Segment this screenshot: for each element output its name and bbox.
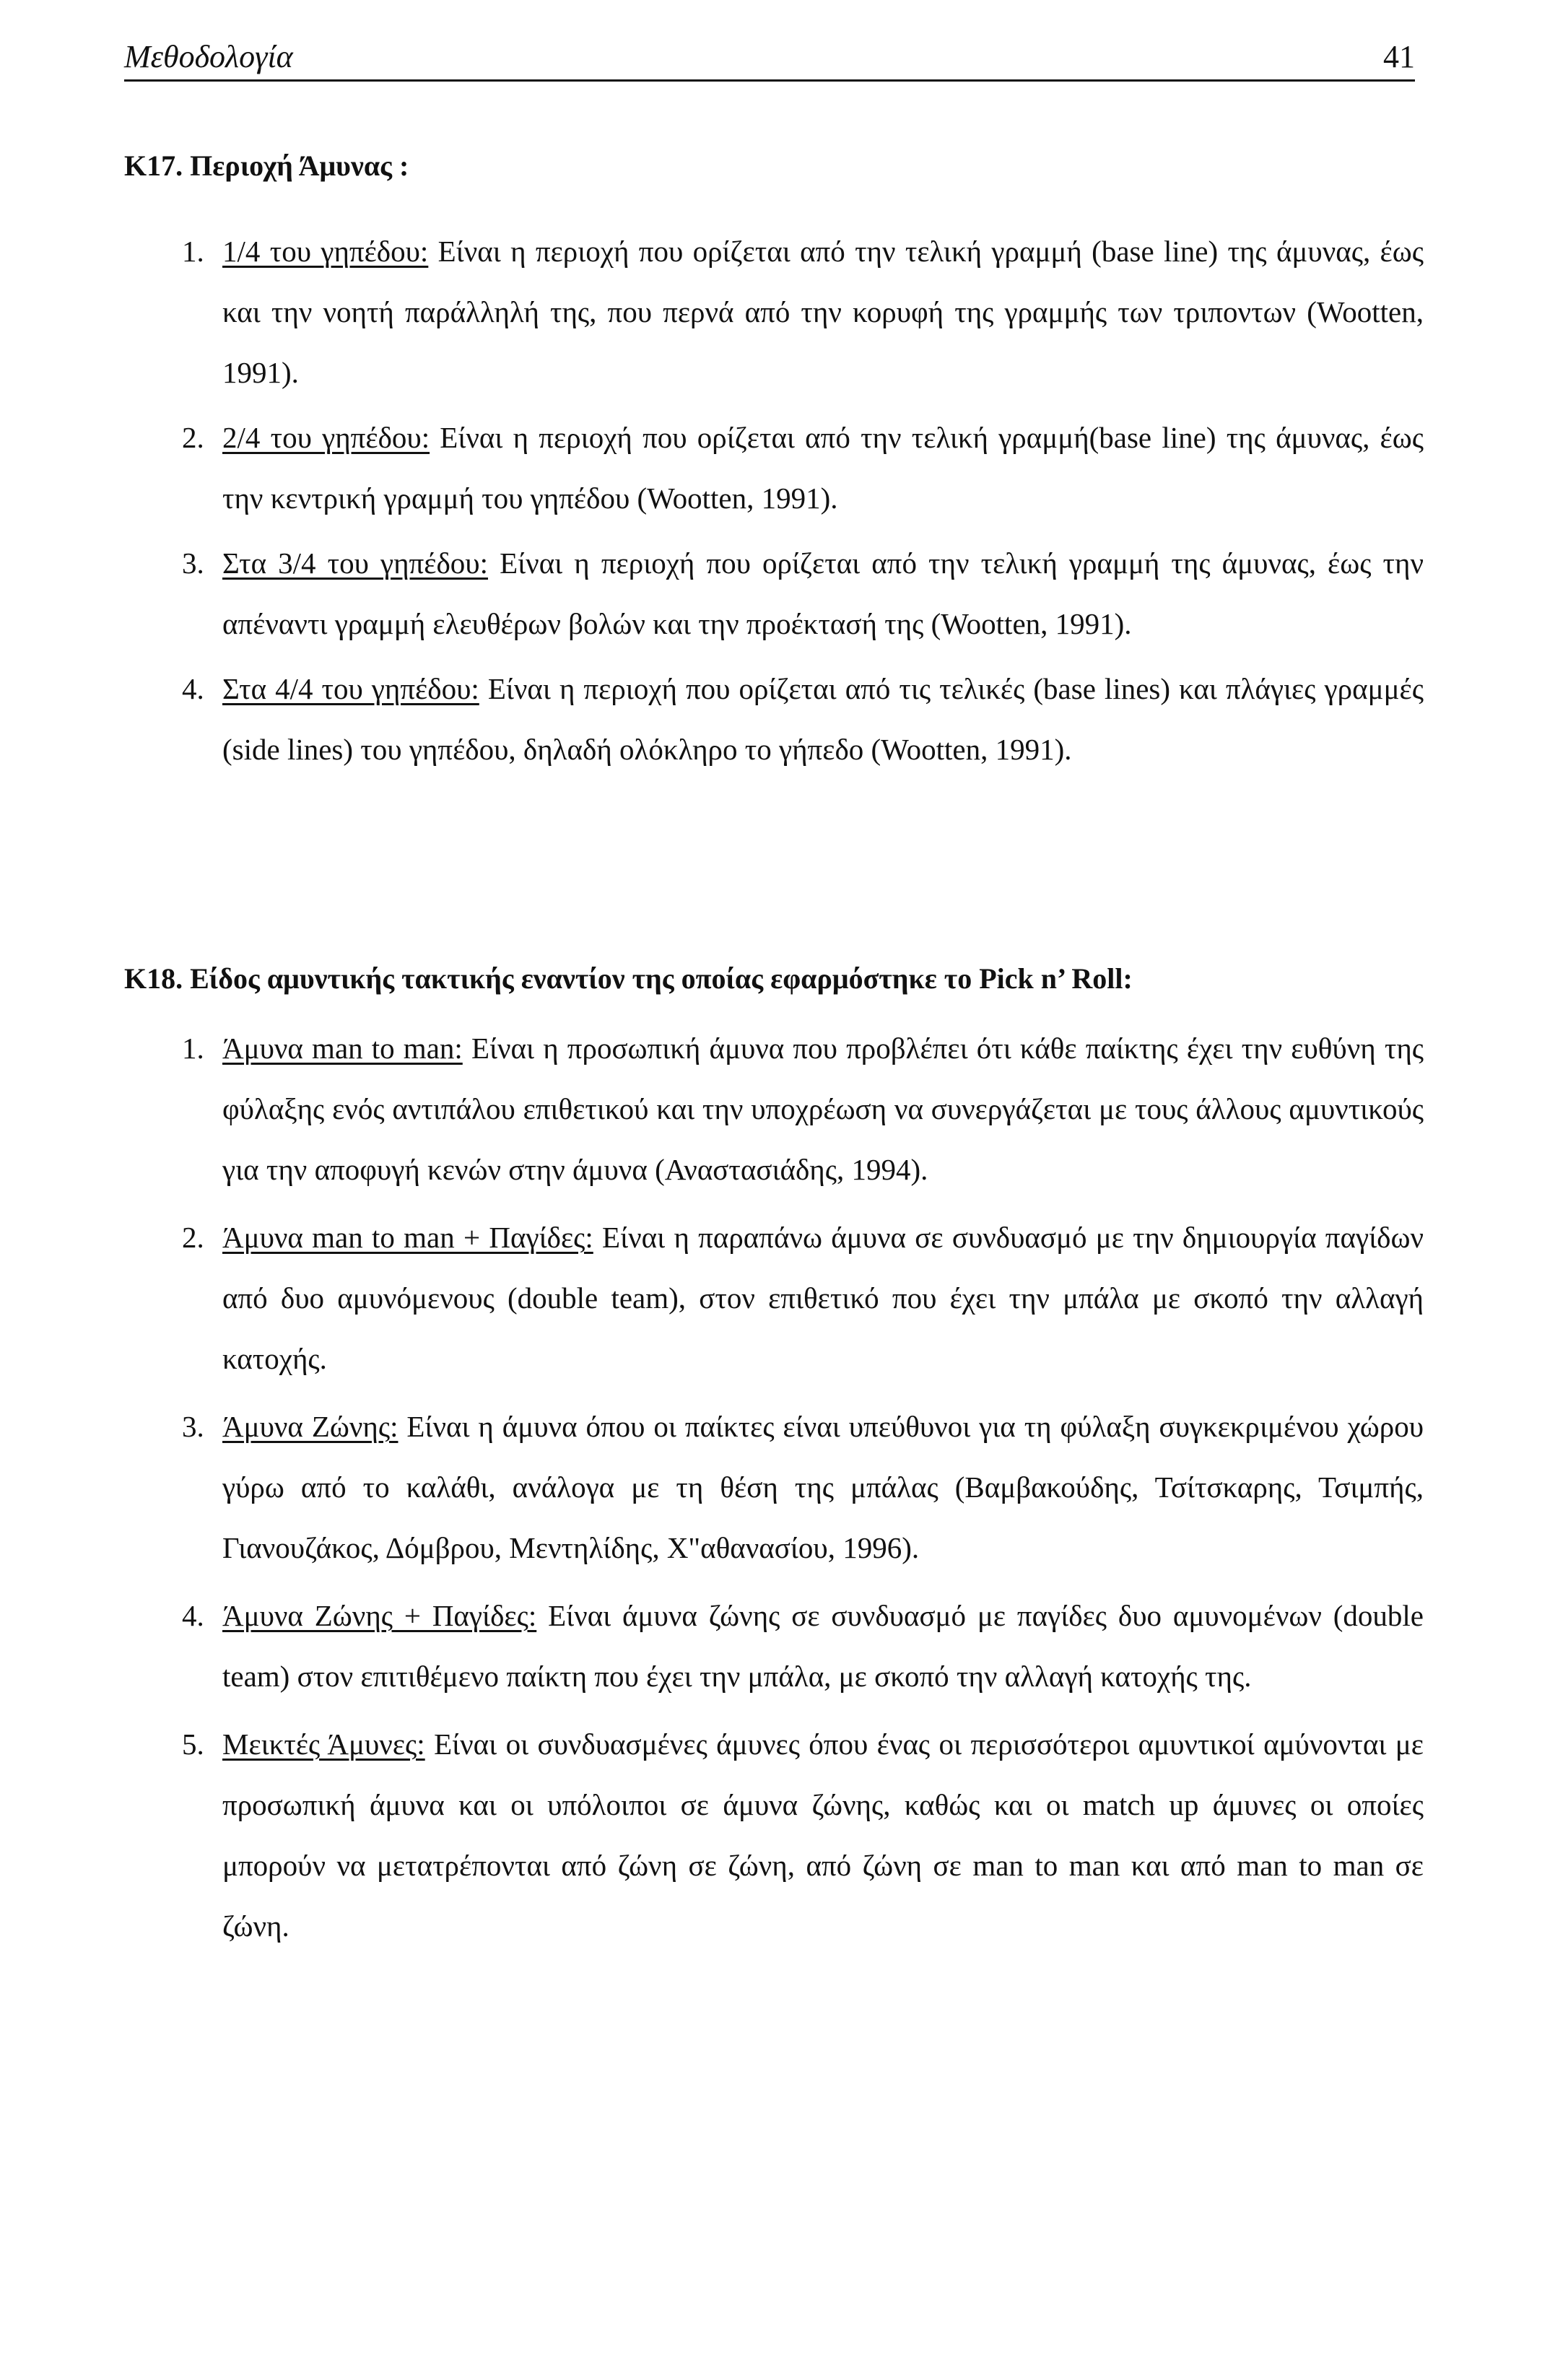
- item-number: 4.: [182, 672, 204, 705]
- list-item: [124, 1396, 1424, 1578]
- chapter-title: Μεθοδολογία: [124, 39, 293, 74]
- item-term: Στα 4/4 του γηπέδου:: [222, 672, 479, 705]
- item-term: Μεικτές Άμυνες:: [222, 1727, 425, 1761]
- list-item: [124, 1018, 1424, 1200]
- item-term: Άμυνα Ζώνης:: [222, 1410, 398, 1443]
- item-number: 1.: [182, 235, 204, 268]
- list-item: [124, 221, 1424, 403]
- definition-list: [124, 221, 1424, 780]
- list-item: [124, 407, 1424, 528]
- item-text: Είναι η άμυνα όπου οι παίκτες είναι υπεύθυνοι για τη φύλαξη συγκεκριμένου χώρου γύρω από το καλάθι, ανάλογα με τη θέση της μπάλας (Βαμβακούδης, Τσίτσκαρης, Τσιμπής, Γιανουζάκος, Δόμβρου, Μεντηλίδης, Χ"αθανασίου, 1996).: [222, 1410, 1424, 1564]
- page-number: 41: [1383, 39, 1415, 74]
- list-item: [124, 658, 1424, 780]
- section-title: K17. Περιοχή Άμυνας :: [124, 149, 409, 182]
- item-number: 1.: [182, 1032, 204, 1065]
- item-term: Στα 3/4 του γηπέδου:: [222, 546, 488, 580]
- section-k18-defense-type: [124, 962, 1424, 1956]
- item-term: Άμυνα Ζώνης + Παγίδες:: [222, 1599, 537, 1632]
- item-text: Είναι η παραπάνω άμυνα σε συνδυασμό με την δημιουργία παγίδων από δυο αμυνόμενους (double team), στον επιθετικό που έχει την μπάλα με σκοπό την αλλαγή κατοχής.: [222, 1221, 1424, 1375]
- section-k17-defense-area: [124, 149, 1424, 780]
- item-number: 5.: [182, 1727, 204, 1761]
- item-term: Άμυνα man to man:: [222, 1032, 463, 1065]
- item-number: 2.: [182, 421, 204, 454]
- list-item: [124, 533, 1424, 654]
- running-header: [124, 29, 1415, 82]
- list-item: [124, 1714, 1424, 1956]
- item-text: Είναι η προσωπική άμυνα που προβλέπει ότι κάθε παίκτης έχει την ευθύνη της φύλαξης ενός αντιπάλου επιθετικού και την υποχρέωση να συνεργάζεται με τους άλλους αμυντικούς για την αποφυγή κενών στην άμυνα (Αναστασιάδης, 1994).: [222, 1032, 1424, 1186]
- item-text: Είναι η περιοχή που ορίζεται από την τελική γραμμή (base line) της άμυνας, έως και την νοητή παράλληλή της, που περνά από την κορυφή της γραμμής των τριποντων (Wootten, 1991).: [222, 235, 1424, 389]
- item-text: Είναι η περιοχή που ορίζεται από την τελική γραμμή(base line) της άμυνας, έως την κεντρική γραμμή του γηπέδου (Wootten, 1991).: [222, 421, 1424, 515]
- list-item: [124, 1585, 1424, 1707]
- item-text: Είναι οι συνδυασμένες άμυνες όπου ένας οι περισσότεροι αμυντικοί αμύνονται με προσωπική άμυνα και οι υπόλοιποι σε άμυνα ζώνης, καθώς και οι match up άμυνες οι οποίες μπορούν να μετατρέπονται από ζώνη σε ζώνη, από ζώνη σε man to man και από man to man σε ζώνη.: [222, 1727, 1424, 1943]
- item-term: 2/4 του γηπέδου:: [222, 421, 430, 454]
- item-text: Είναι άμυνα ζώνης σε συνδυασμό με παγίδες δυο αμυνομένων (double team) στον επιτιθέμενο παίκτη που έχει την μπάλα, με σκοπό την αλλαγή κατοχής της.: [222, 1599, 1424, 1693]
- item-number: 3.: [182, 1410, 204, 1443]
- item-number: 4.: [182, 1599, 204, 1632]
- section-title: K18. Είδος αμυντικής τακτικής εναντίον της οποίας εφαρμόστηκε το Pick n’ Roll:: [124, 962, 1133, 995]
- list-item: [124, 1207, 1424, 1389]
- item-text: Είναι η περιοχή που ορίζεται από την τελική γραμμή της άμυνας, έως την απέναντι γραμμή ελευθέρων βολών και την προέκτασή της (Wootten, 1991).: [222, 546, 1424, 640]
- definition-list: [124, 1018, 1424, 1956]
- item-number: 2.: [182, 1221, 204, 1254]
- item-term: Άμυνα man to man + Παγίδες:: [222, 1221, 593, 1254]
- item-term: 1/4 του γηπέδου:: [222, 235, 429, 268]
- item-text: Είναι η περιοχή που ορίζεται από τις τελικές (base lines) και πλάγιες γραμμές (side lines) του γηπέδου, δηλαδή ολόκληρο το γήπεδο (Wootten, 1991).: [222, 672, 1424, 766]
- item-number: 3.: [182, 546, 204, 580]
